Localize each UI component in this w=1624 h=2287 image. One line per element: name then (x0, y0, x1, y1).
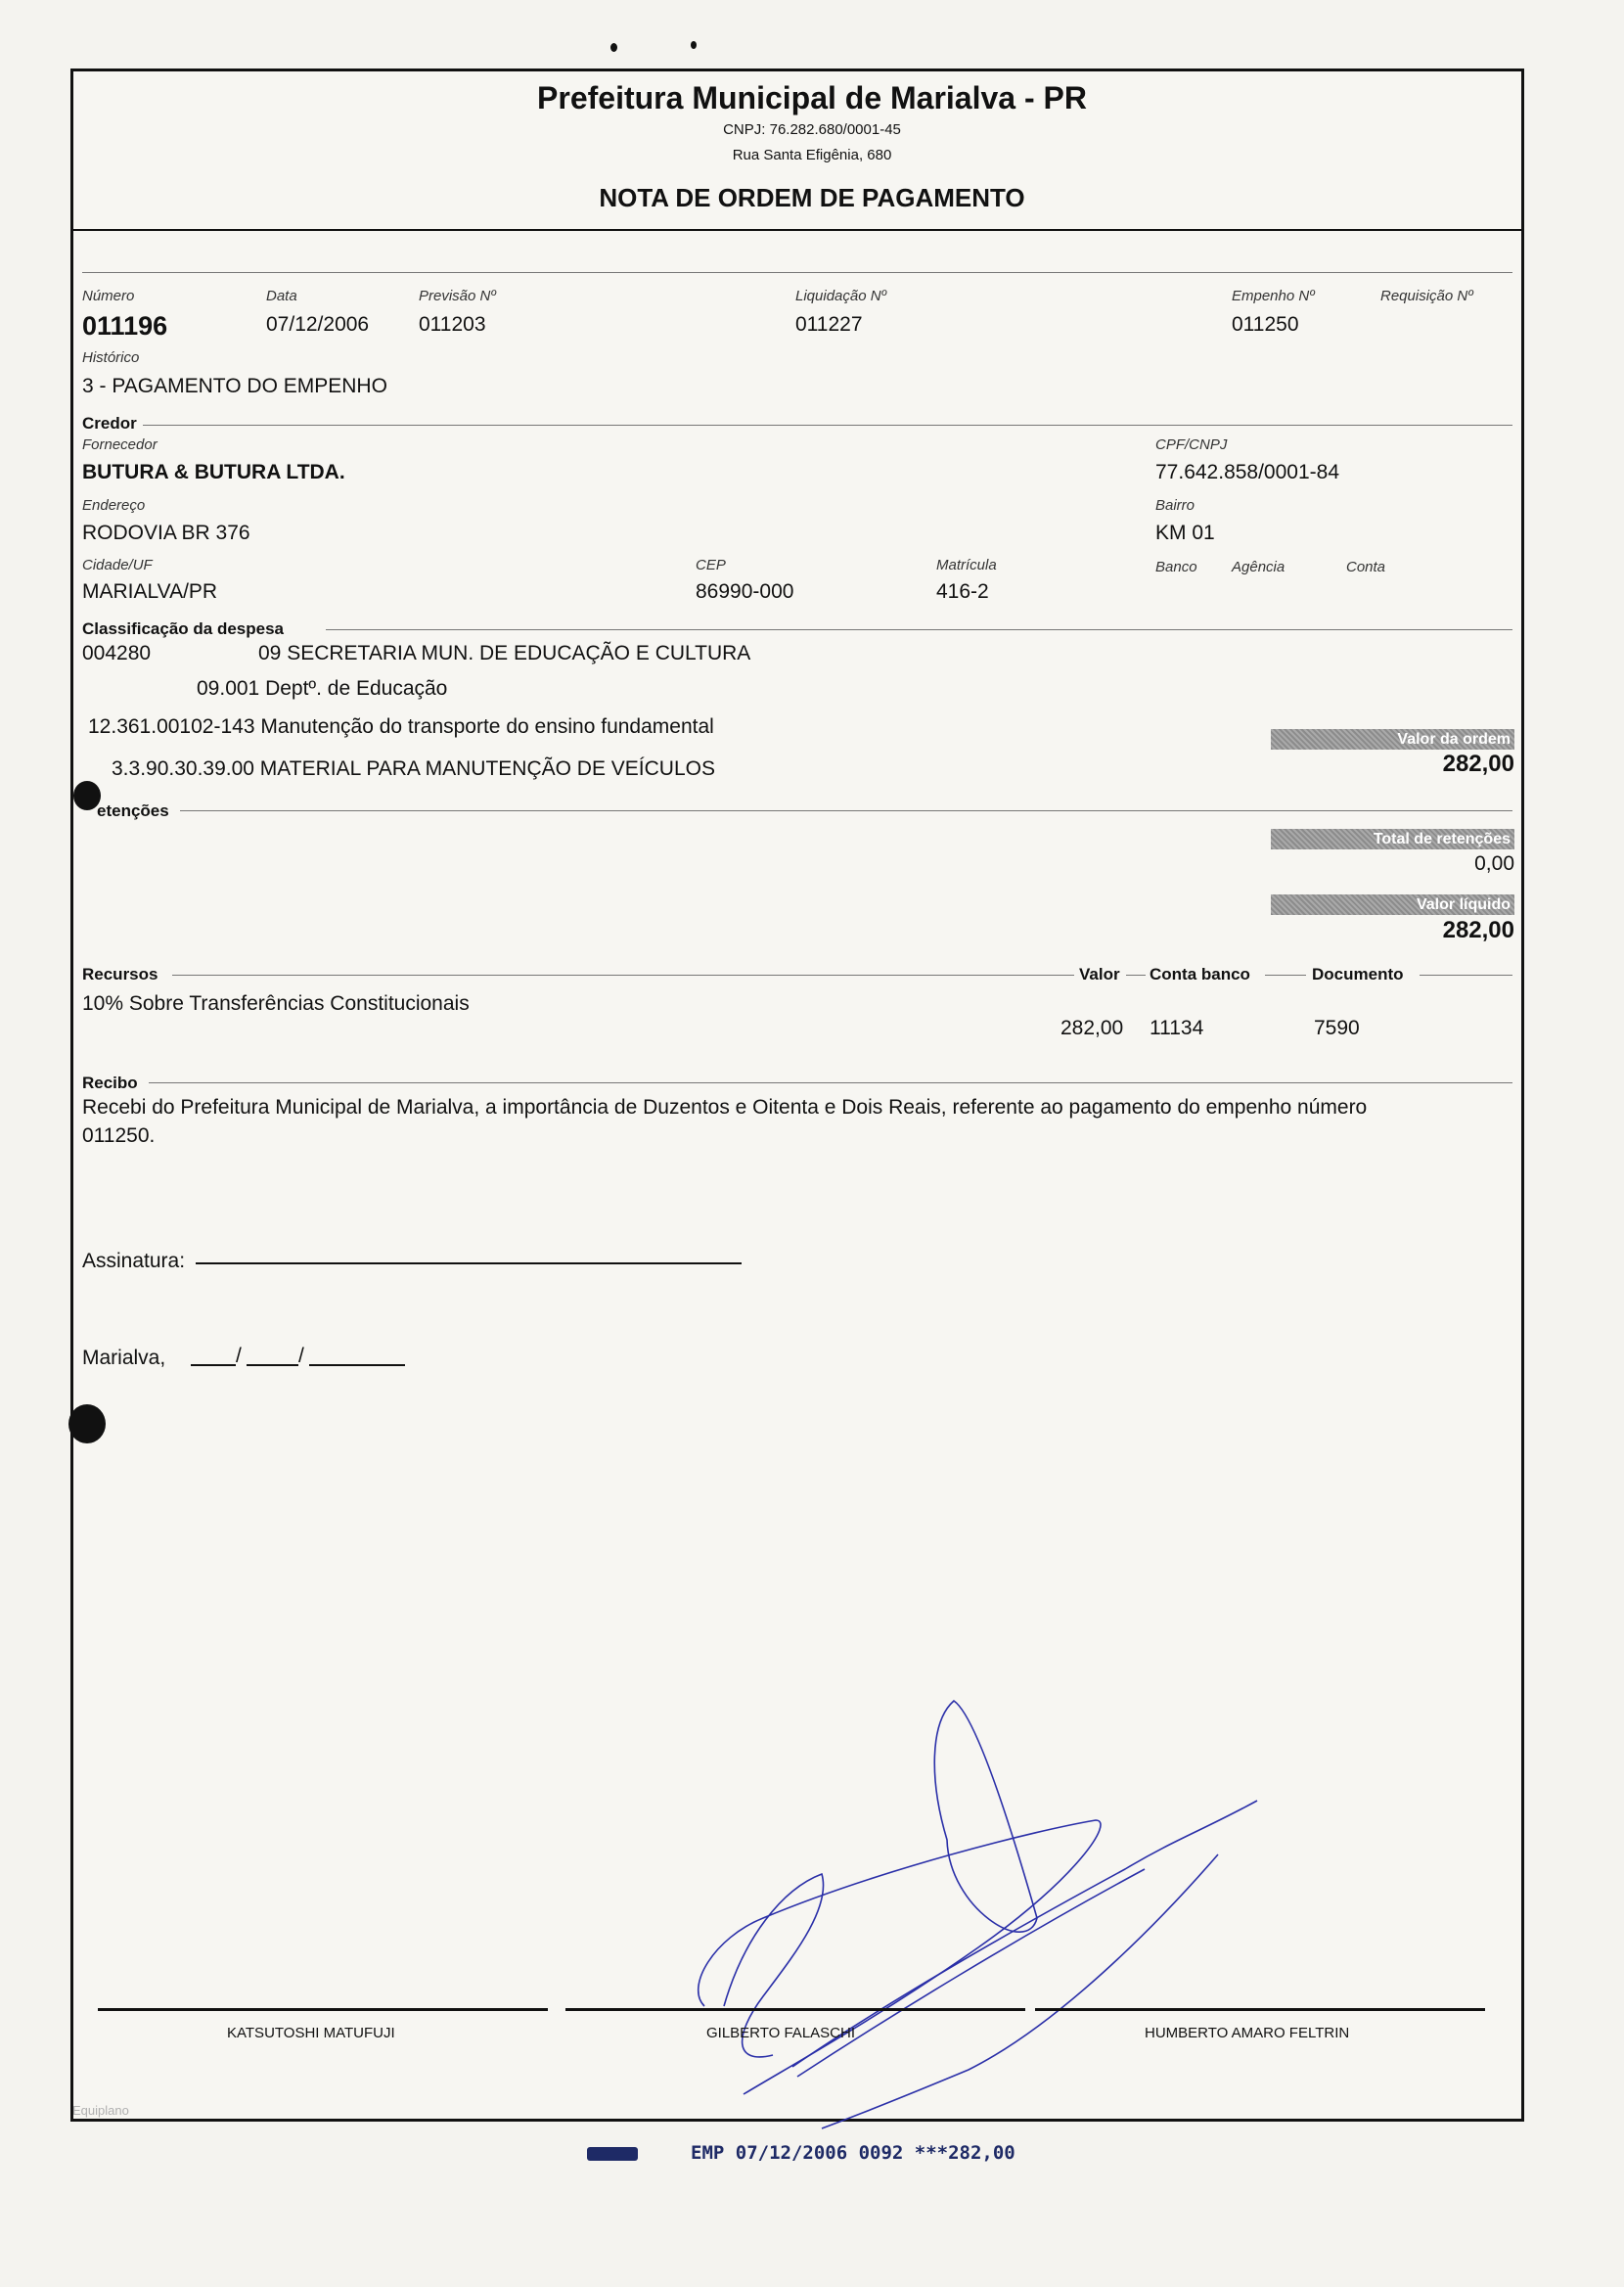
cpf-value: 77.642.858/0001-84 (1155, 461, 1340, 483)
document-title: NOTA DE ORDEM DE PAGAMENTO (599, 183, 1025, 212)
signature-line (565, 2008, 1025, 2011)
divider (1126, 975, 1146, 976)
numero-label: Número (82, 288, 135, 304)
historico-label: Histórico (82, 349, 140, 366)
divider (143, 425, 1512, 426)
recursos-valor: 282,00 (1060, 1017, 1124, 1039)
divider (326, 629, 1512, 630)
total-retencoes-value: 0,00 (1474, 852, 1514, 875)
punch-hole (68, 1404, 106, 1443)
endereco-label: Endereço (82, 497, 146, 514)
previsao-label: Previsão Nº (419, 288, 496, 304)
signature-line (1035, 2008, 1485, 2011)
valor-ordem-value: 282,00 (1442, 751, 1514, 777)
endereco-value: RODOVIA BR 376 (82, 522, 250, 544)
recibo-text-continued: 011250. (82, 1124, 156, 1147)
divider (149, 1082, 1512, 1083)
recibo-section-title: Recibo (82, 1074, 138, 1092)
departamento-text: 09.001 Deptº. de Educação (197, 677, 448, 700)
divider (180, 810, 1512, 811)
historico-value: 3 - PAGAMENTO DO EMPENHO (82, 375, 387, 397)
cep-label: CEP (696, 557, 726, 573)
previsao-value: 011203 (419, 313, 486, 336)
signatory-name: HUMBERTO AMARO FELTRIN (1145, 2025, 1350, 2041)
secretaria-text: 09 SECRETARIA MUN. DE EDUCAÇÃO E CULTURA (258, 642, 751, 664)
recursos-documento: 7590 (1314, 1017, 1360, 1039)
empenho-value: 011250 (1232, 313, 1299, 336)
agencia-label: Agência (1232, 559, 1286, 575)
recibo-text: Recebi do Prefeitura Municipal de Marialva, a importância de Duzentos e Oitenta e Dois Reais, referente ao pagamento do empenho número (82, 1096, 1368, 1119)
page-title: Prefeitura Municipal de Marialva - PR (537, 80, 1087, 115)
retencoes-section-title: etenções (97, 801, 169, 820)
matricula-label: Matrícula (936, 557, 997, 573)
recursos-col-conta: Conta banco (1150, 965, 1250, 983)
software-credit: Equiplano (72, 2103, 129, 2118)
cpf-label: CPF/CNPJ (1155, 436, 1228, 453)
recursos-section-title: Recursos (82, 965, 158, 983)
cidade-label: Cidade/UF (82, 557, 153, 573)
cidade-value: MARIALVA/PR (82, 580, 218, 603)
total-retencoes-label: Total de retenções (1271, 829, 1514, 849)
divider (82, 272, 1512, 273)
bairro-value: KM 01 (1155, 522, 1215, 544)
handwritten-signature (685, 1683, 1291, 2133)
date-year-line (309, 1364, 405, 1366)
fornecedor-value: BUTURA & BUTURA LTDA. (82, 461, 345, 483)
date-slash: / (298, 1345, 304, 1367)
recursos-col-valor: Valor (1079, 965, 1120, 983)
banco-label: Banco (1155, 559, 1197, 575)
liquidacao-value: 011227 (795, 313, 863, 336)
scan-mark (691, 41, 697, 49)
valor-liquido-value: 282,00 (1442, 917, 1514, 943)
signatory-name: KATSUTOSHI MATUFUJI (227, 2025, 395, 2041)
recursos-col-documento: Documento (1312, 965, 1404, 983)
date-month-line (247, 1364, 298, 1366)
divider (1420, 975, 1512, 976)
assinatura-line (196, 1262, 742, 1264)
bairro-label: Bairro (1155, 497, 1195, 514)
credor-section-title: Credor (82, 414, 137, 433)
conta-label: Conta (1346, 559, 1386, 575)
recursos-descricao: 10% Sobre Transferências Constitucionais (82, 992, 470, 1015)
date-slash: / (236, 1345, 242, 1367)
empenho-label: Empenho Nº (1232, 288, 1315, 304)
programa-text: 12.361.00102-143 Manutenção do transporte do ensino fundamental (88, 715, 714, 738)
stamp-logo-icon (587, 2147, 638, 2161)
fornecedor-label: Fornecedor (82, 436, 158, 453)
divider (172, 975, 1074, 976)
date-day-line (191, 1364, 236, 1366)
matricula-value: 416-2 (936, 580, 989, 603)
header-divider (70, 229, 1524, 231)
data-label: Data (266, 288, 297, 304)
classificacao-section-title: Classificação da despesa (82, 619, 285, 638)
address-text: Rua Santa Efigênia, 680 (732, 147, 892, 163)
signatory-name: GILBERTO FALASCHI (706, 2025, 855, 2041)
valor-ordem-label: Valor da ordem (1271, 729, 1514, 750)
assinatura-label: Assinatura: (82, 1250, 186, 1272)
local-label: Marialva, (82, 1347, 166, 1369)
requisicao-label: Requisição Nº (1380, 288, 1473, 304)
signature-line (98, 2008, 548, 2011)
cep-value: 86990-000 (696, 580, 794, 603)
despesa-codigo: 004280 (82, 642, 152, 664)
scan-mark (610, 43, 617, 52)
numero-value: 011196 (82, 311, 168, 341)
recursos-conta: 11134 (1150, 1017, 1204, 1039)
divider (1265, 975, 1306, 976)
liquidacao-label: Liquidação Nº (795, 288, 887, 304)
data-value: 07/12/2006 (266, 313, 370, 336)
cnpj-text: CNPJ: 76.282.680/0001-45 (723, 121, 901, 138)
elemento-text: 3.3.90.30.39.00 MATERIAL PARA MANUTENÇÃO DE VEÍCULOS (112, 757, 715, 780)
validation-stamp: EMP 07/12/2006 0092 ***282,00 (691, 2142, 1015, 2164)
valor-liquido-label: Valor líquido (1271, 894, 1514, 915)
